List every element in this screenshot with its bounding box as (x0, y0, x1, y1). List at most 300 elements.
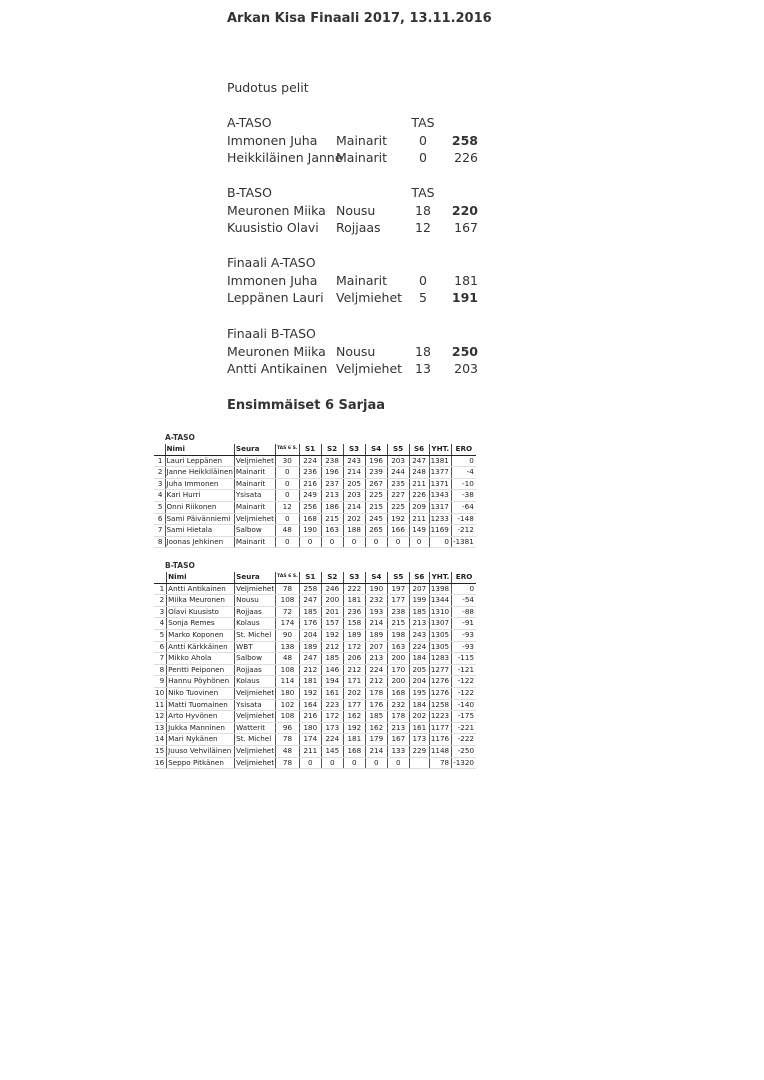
row-s5: 200 (387, 653, 409, 665)
row-name: Sami Hietala (165, 525, 234, 537)
table-row (154, 629, 476, 641)
row-club: Mainarit (234, 536, 275, 548)
player-tas: 0 (419, 272, 427, 288)
col-nimi: Nimi (167, 572, 235, 583)
row-club: Rojjaas (235, 606, 276, 618)
row-s1: 174 (299, 734, 321, 746)
row-club: Veljmiehet (234, 455, 275, 467)
player-score: 220 (451, 202, 478, 218)
row-s2: 215 (321, 513, 343, 525)
knockout-group-header (227, 325, 478, 343)
player-name: Leppänen Lauri (227, 290, 324, 306)
row-s4: 212 (365, 676, 387, 688)
col-nimi: Nimi (165, 444, 234, 455)
row-yht: 1233 (429, 513, 451, 525)
row-s5: 178 (387, 711, 409, 723)
player-score: 258 (451, 132, 478, 148)
player-score: 226 (454, 150, 478, 166)
row-s1: 189 (299, 641, 321, 653)
row-s5: 244 (387, 467, 409, 479)
row-yht: 1305 (429, 641, 451, 653)
page-title: Arkan Kisa Finaali 2017, 13.11.2016 (227, 11, 492, 26)
row-tas: 30 (275, 455, 299, 467)
row-s6: 204 (409, 676, 429, 688)
row-yht: 1148 (429, 745, 451, 757)
row-ero: -10 (451, 478, 475, 490)
row-yht: 1310 (429, 606, 451, 618)
row-name: Kari Hurri (165, 490, 234, 502)
row-s3: 222 (343, 583, 365, 595)
row-s1: 211 (299, 745, 321, 757)
row-yht: 1398 (429, 583, 451, 595)
row-s5: 167 (387, 734, 409, 746)
player-name: Kuusistio Olavi (227, 220, 319, 236)
col-seura: Seura (235, 572, 276, 583)
row-yht: 1169 (429, 525, 451, 537)
row-tas: 0 (275, 467, 299, 479)
knockout-player-row (227, 202, 478, 220)
player-tas: 18 (415, 343, 431, 359)
row-name: Joonas Jehkinen (165, 536, 234, 548)
player-score: 203 (454, 361, 478, 377)
row-number: 7 (154, 525, 165, 537)
table-header-row (154, 572, 476, 583)
row-s6: 247 (409, 455, 429, 467)
row-s5: 213 (387, 722, 409, 734)
table-row (154, 641, 476, 653)
row-s3: 181 (343, 595, 365, 607)
row-s6: 224 (409, 641, 429, 653)
table-row (154, 722, 476, 734)
row-s6: 195 (409, 687, 429, 699)
col-number (154, 444, 165, 455)
knockout-group-label: B-TASO (227, 185, 272, 200)
col-s2: S2 (321, 444, 343, 455)
player-club: Veljmiehet (336, 290, 403, 306)
row-yht: 1176 (429, 734, 451, 746)
row-tas: 72 (276, 606, 300, 618)
row-s1: 168 (299, 513, 321, 525)
row-s2: 213 (321, 490, 343, 502)
row-s3: 214 (343, 467, 365, 479)
row-ero: -1320 (452, 757, 476, 769)
row-ero: -54 (452, 595, 476, 607)
row-s4: 213 (365, 653, 387, 665)
row-s6: 161 (409, 722, 429, 734)
row-s2: 186 (321, 501, 343, 513)
col-s6: S6 (409, 572, 429, 583)
row-ero: -148 (451, 513, 475, 525)
row-s1: 216 (299, 711, 321, 723)
row-name: Juha Immonen (165, 478, 234, 490)
row-name: Janne Heikkiläinen (165, 467, 234, 479)
row-number: 6 (154, 641, 167, 653)
row-yht: 1317 (429, 501, 451, 513)
col-s4: S4 (365, 444, 387, 455)
row-s5: 215 (387, 618, 409, 630)
row-number: 3 (154, 606, 167, 618)
row-tas: 90 (276, 629, 300, 641)
row-number: 15 (154, 745, 167, 757)
row-s1: 247 (299, 595, 321, 607)
table-header-row (154, 444, 476, 455)
row-club: Veljmiehet (235, 687, 276, 699)
table-row (154, 513, 476, 525)
row-s5: 170 (387, 664, 409, 676)
row-tas: 0 (275, 536, 299, 548)
row-club: Watterit (235, 722, 276, 734)
player-name: Antti Antikainen (227, 361, 328, 377)
row-number: 14 (154, 734, 167, 746)
row-s1: 164 (299, 699, 321, 711)
row-s4: 232 (365, 595, 387, 607)
row-s4: 245 (365, 513, 387, 525)
table-row (154, 536, 476, 548)
player-club: Mainarit (336, 150, 388, 166)
row-s6: 205 (409, 664, 429, 676)
row-s2: 173 (321, 722, 343, 734)
row-s6: 226 (409, 490, 429, 502)
row-s1: 236 (299, 467, 321, 479)
row-tas: 48 (276, 745, 300, 757)
row-s1: 247 (299, 653, 321, 665)
row-s6 (409, 757, 429, 769)
row-ero: -222 (452, 734, 476, 746)
knockout-heading: Pudotus pelit (227, 80, 309, 95)
row-s2: 212 (321, 641, 343, 653)
knockout-group (227, 114, 478, 167)
row-s4: 214 (365, 618, 387, 630)
row-s4: 162 (365, 722, 387, 734)
row-number: 8 (154, 536, 165, 548)
player-tas: 13 (415, 361, 431, 377)
col-number (154, 572, 167, 583)
row-s4: 178 (365, 687, 387, 699)
knockout-tas-label: TAS (411, 185, 435, 200)
row-s3: 202 (343, 513, 365, 525)
row-tas: 0 (275, 478, 299, 490)
row-tas: 174 (276, 618, 300, 630)
row-s5: 0 (387, 536, 409, 548)
player-tas: 5 (419, 290, 427, 306)
col-s2: S2 (321, 572, 343, 583)
row-tas: 48 (275, 525, 299, 537)
row-club: Mainarit (234, 501, 275, 513)
row-ero: -122 (452, 676, 476, 688)
row-s5: 198 (387, 629, 409, 641)
knockout-group-label: Finaali A-TASO (227, 255, 316, 270)
player-club: Rojjaas (336, 220, 381, 236)
row-ero: -140 (452, 699, 476, 711)
player-name: Immonen Juha (227, 272, 318, 288)
row-tas: 114 (276, 676, 300, 688)
col-tas: TAS 6 S. (275, 444, 299, 455)
row-yht: 1371 (429, 478, 451, 490)
row-s1: 216 (299, 478, 321, 490)
knockout-group (227, 184, 478, 237)
row-s4: 239 (365, 467, 387, 479)
col-yht: YHT. (429, 572, 451, 583)
row-s2: 146 (321, 664, 343, 676)
row-club: Ysisata (235, 699, 276, 711)
row-club: St. Michel (235, 734, 276, 746)
knockout-player-row (227, 272, 478, 290)
row-name: Seppo Pitkänen (167, 757, 235, 769)
row-yht: 1277 (429, 664, 451, 676)
row-number: 1 (154, 583, 167, 595)
row-s6: 211 (409, 513, 429, 525)
row-s1: 0 (299, 536, 321, 548)
col-s1: S1 (299, 572, 321, 583)
col-ero: ERO (452, 572, 476, 583)
table-row (154, 501, 476, 513)
player-club: Nousu (336, 202, 376, 218)
row-s5: 177 (387, 595, 409, 607)
row-tas: 0 (275, 490, 299, 502)
row-s2: 246 (321, 583, 343, 595)
row-s4: 0 (365, 536, 387, 548)
row-s3: 188 (343, 525, 365, 537)
row-yht: 1177 (429, 722, 451, 734)
row-s5: 227 (387, 490, 409, 502)
row-club: Salbow (234, 525, 275, 537)
row-club: Mainarit (234, 478, 275, 490)
row-number: 4 (154, 618, 167, 630)
row-number: 16 (154, 757, 167, 769)
row-tas: 138 (276, 641, 300, 653)
row-s6: 185 (409, 606, 429, 618)
player-tas: 18 (415, 202, 431, 218)
row-s1: 176 (299, 618, 321, 630)
row-tas: 78 (276, 757, 300, 769)
row-tas: 96 (276, 722, 300, 734)
col-ero: ERO (451, 444, 475, 455)
row-s4: 190 (365, 583, 387, 595)
row-name: Mari Nykänen (167, 734, 235, 746)
row-s1: 204 (299, 629, 321, 641)
table-row (154, 745, 476, 757)
row-number: 2 (154, 467, 165, 479)
row-name: Antti Kärkkäinen (167, 641, 235, 653)
row-ero: -115 (452, 653, 476, 665)
row-ero: -121 (452, 664, 476, 676)
row-name: Miika Meuronen (167, 595, 235, 607)
row-yht: 1381 (429, 455, 451, 467)
row-s2: 185 (321, 653, 343, 665)
row-s2: 172 (321, 711, 343, 723)
row-s5: 197 (387, 583, 409, 595)
knockout-group-header (227, 114, 478, 132)
row-ero: 0 (452, 583, 476, 595)
row-tas: 108 (276, 711, 300, 723)
row-s6: 184 (409, 699, 429, 711)
row-ero: -4 (451, 467, 475, 479)
row-s1: 256 (299, 501, 321, 513)
row-tas: 78 (276, 583, 300, 595)
row-number: 6 (154, 513, 165, 525)
row-club: Kolaus (235, 676, 276, 688)
table-row (154, 583, 476, 595)
row-yht: 1283 (429, 653, 451, 665)
row-ero: -88 (452, 606, 476, 618)
row-name: Marko Koponen (167, 629, 235, 641)
row-number: 7 (154, 653, 167, 665)
row-club: Veljmiehet (235, 757, 276, 769)
table-row (154, 478, 476, 490)
row-s1: 185 (299, 606, 321, 618)
row-name: Onni Riikonen (165, 501, 234, 513)
row-s3: 192 (343, 722, 365, 734)
row-name: Arto Hyvönen (167, 711, 235, 723)
row-s2: 196 (321, 467, 343, 479)
row-ero: -175 (452, 711, 476, 723)
table-row (154, 595, 476, 607)
row-number: 5 (154, 629, 167, 641)
row-yht: 78 (429, 757, 451, 769)
row-s5: 203 (387, 455, 409, 467)
player-club: Veljmiehet (336, 361, 403, 377)
knockout-player-row (227, 360, 478, 378)
row-s5: 225 (387, 501, 409, 513)
col-s3: S3 (343, 444, 365, 455)
row-yht: 1343 (429, 490, 451, 502)
table-title: B-TASO (165, 561, 195, 570)
row-name: Juuso Vehviläinen (167, 745, 235, 757)
row-s6: 211 (409, 478, 429, 490)
row-tas: 102 (276, 699, 300, 711)
knockout-group (227, 325, 478, 378)
row-s3: 158 (343, 618, 365, 630)
row-tas: 48 (276, 653, 300, 665)
table-row (154, 490, 476, 502)
row-s3: 171 (343, 676, 365, 688)
row-s2: 194 (321, 676, 343, 688)
row-s5: 163 (387, 641, 409, 653)
row-s5: 166 (387, 525, 409, 537)
row-s5: 235 (387, 478, 409, 490)
row-ero: -250 (452, 745, 476, 757)
row-number: 5 (154, 501, 165, 513)
row-yht: 1258 (429, 699, 451, 711)
col-seura: Seura (234, 444, 275, 455)
knockout-player-row (227, 289, 478, 307)
row-number: 4 (154, 490, 165, 502)
row-name: Sonja Remes (167, 618, 235, 630)
row-s6: 209 (409, 501, 429, 513)
row-s4: 185 (365, 711, 387, 723)
row-s3: 172 (343, 641, 365, 653)
row-s6: 207 (409, 583, 429, 595)
row-s6: 173 (409, 734, 429, 746)
table-row (154, 525, 476, 537)
row-club: WBT (235, 641, 276, 653)
col-s1: S1 (299, 444, 321, 455)
knockout-tas-label (408, 254, 438, 272)
row-s1: 181 (299, 676, 321, 688)
row-name: Sami Päivänniemi (165, 513, 234, 525)
knockout-player-row (227, 149, 478, 167)
row-s2: 237 (321, 478, 343, 490)
row-tas: 108 (276, 595, 300, 607)
row-s3: 0 (343, 757, 365, 769)
row-s1: 258 (299, 583, 321, 595)
results-table (154, 572, 476, 769)
player-club: Mainarit (336, 272, 388, 288)
player-club: Mainarit (336, 132, 388, 148)
row-s4: 207 (365, 641, 387, 653)
table-row (154, 664, 476, 676)
knockout-tas-label (408, 325, 438, 343)
row-s2: 145 (321, 745, 343, 757)
row-s1: 212 (299, 664, 321, 676)
row-s3: 243 (343, 455, 365, 467)
row-yht: 0 (429, 536, 451, 548)
row-s2: 157 (321, 618, 343, 630)
knockout-group-header (227, 254, 478, 272)
row-s4: 224 (365, 664, 387, 676)
series-heading: Ensimmäiset 6 Sarjaa (227, 398, 386, 413)
table-row (154, 757, 476, 769)
row-name: Olavi Kuusisto (167, 606, 235, 618)
results-table (154, 444, 476, 548)
row-s4: 267 (365, 478, 387, 490)
row-s5: 0 (387, 757, 409, 769)
table-row (154, 618, 476, 630)
row-s6: 229 (409, 745, 429, 757)
row-s2: 161 (321, 687, 343, 699)
row-s4: 214 (365, 745, 387, 757)
knockout-group (227, 254, 478, 307)
row-number: 8 (154, 664, 167, 676)
row-club: Kolaus (235, 618, 276, 630)
row-s5: 168 (387, 687, 409, 699)
row-club: Veljmiehet (235, 745, 276, 757)
row-name: Lauri Leppänen (165, 455, 234, 467)
row-s3: 206 (343, 653, 365, 665)
player-tas: 12 (415, 220, 431, 236)
row-s1: 190 (299, 525, 321, 537)
row-club: Salbow (235, 653, 276, 665)
col-s5: S5 (387, 444, 409, 455)
row-s2: 0 (321, 757, 343, 769)
row-s4: 176 (365, 699, 387, 711)
row-number: 13 (154, 722, 167, 734)
row-s3: 203 (343, 490, 365, 502)
row-s3: 181 (343, 734, 365, 746)
row-ero: 0 (451, 455, 475, 467)
player-tas: 0 (419, 132, 427, 148)
player-club: Nousu (336, 343, 376, 359)
row-ero: -91 (452, 618, 476, 630)
row-yht: 1307 (429, 618, 451, 630)
row-number: 9 (154, 676, 167, 688)
row-yht: 1377 (429, 467, 451, 479)
row-s3: 212 (343, 664, 365, 676)
row-number: 3 (154, 478, 165, 490)
row-number: 12 (154, 711, 167, 723)
row-club: Veljmiehet (235, 583, 276, 595)
row-s2: 201 (321, 606, 343, 618)
row-number: 10 (154, 687, 167, 699)
row-s5: 192 (387, 513, 409, 525)
row-number: 2 (154, 595, 167, 607)
row-ero: -93 (452, 629, 476, 641)
col-s3: S3 (343, 572, 365, 583)
player-score: 250 (451, 343, 478, 359)
row-name: Antti Antikainen (167, 583, 235, 595)
row-s4: 193 (365, 606, 387, 618)
table-row (154, 653, 476, 665)
